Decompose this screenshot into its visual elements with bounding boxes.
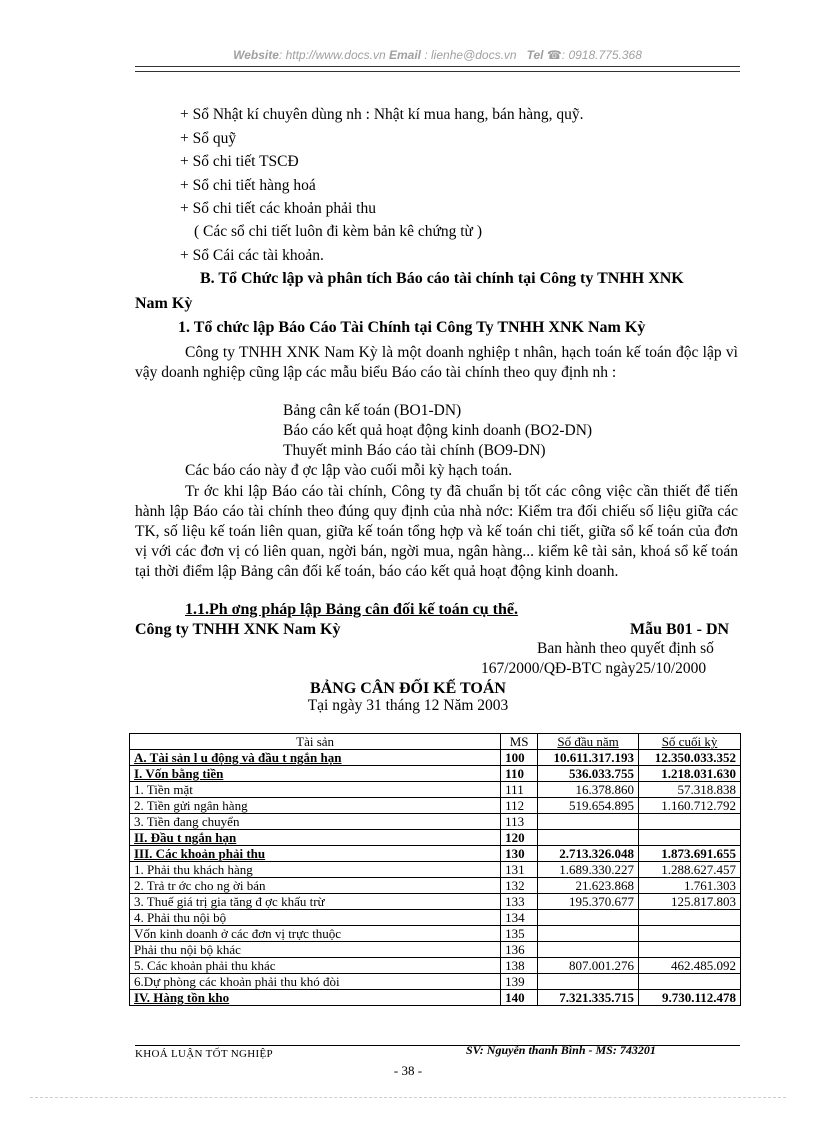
row-start-value: 10.611.317.193 <box>538 750 639 766</box>
row-name: 3. Thuế giá trị gia tăng đ ợc khấu trừ <box>130 894 501 910</box>
row-end-value: 1.218.031.630 <box>639 766 741 782</box>
row-name: A. Tài sản l u động và đầu t ngắn hạn <box>130 750 501 766</box>
row-name: 2. Tiền gửi ngân hàng <box>130 798 501 814</box>
row-ms: 113 <box>501 814 538 830</box>
row-ms: 136 <box>501 942 538 958</box>
decision-line: Ban hành theo quyết định số <box>537 640 714 657</box>
col-header-start: Số đầu năm <box>538 734 639 750</box>
table-row <box>130 894 741 910</box>
row-end-value <box>639 974 741 990</box>
email-address[interactable]: : lienhe@docs.vn <box>424 48 517 62</box>
row-end-value: 1.160.712.792 <box>639 798 741 814</box>
table-row <box>130 926 741 942</box>
row-start-value <box>538 926 639 942</box>
row-end-value: 125.817.803 <box>639 894 741 910</box>
company-name: Công ty TNHH XNK Nam Kỳ <box>135 621 341 638</box>
row-start-value <box>538 814 639 830</box>
table-row <box>130 862 741 878</box>
row-start-value: 519.654.895 <box>538 798 639 814</box>
section-b-heading-cont: Nam Kỳ <box>135 295 193 312</box>
bullet-item: + Sổ Cái các tài khoản. <box>180 247 324 264</box>
balance-sheet-table <box>129 733 741 1006</box>
row-name: Vốn kinh doanh ở các đơn vị trực thuộc <box>130 926 501 942</box>
row-end-value: 9.730.112.478 <box>639 990 741 1006</box>
bullet-item: + Sổ Nhật kí chuyên dùng nh : Nhật kí mua hang, bán hàng, quỹ. <box>180 106 584 123</box>
table-row <box>130 942 741 958</box>
email-label: Email <box>388 48 421 62</box>
table-row <box>130 750 741 766</box>
table-row <box>130 958 741 974</box>
row-name: Phải thu nội bộ khác <box>130 942 501 958</box>
paragraph-2: Các báo cáo này đ ợc lập vào cuối mỗi kỳ hạch toán. <box>185 462 513 479</box>
row-ms: 120 <box>501 830 538 846</box>
table-title: BẢNG CÂN ĐỐI KẾ TOÁN <box>310 680 506 697</box>
section-b-heading: B. Tổ Chức lập và phân tích Báo cáo tài chính tại Công ty TNHH XNK <box>200 270 684 287</box>
row-ms: 110 <box>501 766 538 782</box>
table-row <box>130 798 741 814</box>
row-ms: 100 <box>501 750 538 766</box>
footer-student: SV: Nguyễn thanh Bình - MS: 743201 <box>466 1043 656 1057</box>
row-start-value <box>538 942 639 958</box>
row-start-value: 2.713.326.048 <box>538 846 639 862</box>
row-ms: 135 <box>501 926 538 942</box>
report-item: Báo cáo kết quả hoạt động kinh doanh (BO2-DN) <box>283 422 593 439</box>
form-number: Mẫu B01 - DN <box>630 621 730 638</box>
table-row <box>130 974 741 990</box>
row-ms: 112 <box>501 798 538 814</box>
table-row <box>130 830 741 846</box>
row-end-value: 1.761.303 <box>639 878 741 894</box>
row-end-value: 12.350.033.352 <box>639 750 741 766</box>
website-url[interactable]: : http://www.docs.vn <box>278 48 386 62</box>
row-end-value <box>639 830 741 846</box>
row-ms: 139 <box>501 974 538 990</box>
page-number: - 38 - <box>393 1063 423 1078</box>
row-end-value <box>639 910 741 926</box>
row-start-value <box>538 830 639 846</box>
table-row <box>130 782 741 798</box>
section-1-heading: 1. Tổ chức lập Báo Cáo Tài Chính tại Công Ty TNHH XNK Nam Kỳ <box>178 319 646 336</box>
row-start-value: 16.378.860 <box>538 782 639 798</box>
row-end-value <box>639 814 741 830</box>
col-header-end: Số cuối kỳ <box>639 734 741 750</box>
table-date: Tại ngày 31 tháng 12 Năm 2003 <box>307 697 509 714</box>
report-item: Bảng cân kế toán (BO1-DN) <box>283 402 462 419</box>
row-name: IV. Hàng tồn kho <box>130 990 501 1006</box>
table-row <box>130 846 741 862</box>
table-row <box>130 878 741 894</box>
row-end-value: 57.318.838 <box>639 782 741 798</box>
row-ms: 134 <box>501 910 538 926</box>
row-name: 1. Tiền mặt <box>130 782 501 798</box>
row-start-value: 21.623.868 <box>538 878 639 894</box>
bullet-item: + Sổ quỹ <box>180 130 237 147</box>
row-end-value: 1.288.627.457 <box>639 862 741 878</box>
row-start-value: 807.001.276 <box>538 958 639 974</box>
row-ms: 130 <box>501 846 538 862</box>
row-name: 4. Phải thu nội bộ <box>130 910 501 926</box>
page-bottom-border <box>30 1097 786 1098</box>
tel-label: Tel <box>526 48 544 62</box>
row-start-value <box>538 910 639 926</box>
row-ms: 111 <box>501 782 538 798</box>
decision-line: 167/2000/QĐ-BTC ngày25/10/2000 <box>481 660 707 677</box>
row-name: 1. Phải thu khách hàng <box>130 862 501 878</box>
header-divider <box>135 66 740 72</box>
table-row <box>130 814 741 830</box>
row-name: II. Đầu t ngắn hạn <box>130 830 501 846</box>
bullet-item: + Sổ chi tiết TSCĐ <box>180 153 299 170</box>
footer-thesis-label: KHOÁ LUẬN TỐT NGHIỆP <box>135 1048 273 1060</box>
row-start-value <box>538 974 639 990</box>
website-label: Website <box>233 48 279 62</box>
row-name: 3. Tiền đang chuyển <box>130 814 501 830</box>
row-name: I. Vốn bằng tiền <box>130 766 501 782</box>
row-end-value <box>639 942 741 958</box>
col-header-assets: Tài sản <box>130 734 501 750</box>
bullet-item: + Sổ chi tiết các khoản phải thu <box>180 200 376 217</box>
row-ms: 133 <box>501 894 538 910</box>
page-header <box>135 48 740 62</box>
table-header-row <box>130 734 741 750</box>
row-end-value: 1.873.691.655 <box>639 846 741 862</box>
row-ms: 138 <box>501 958 538 974</box>
row-name: 6.Dự phòng các khoản phải thu khó đòi <box>130 974 501 990</box>
row-end-value: 462.485.092 <box>639 958 741 974</box>
paragraph-1: Công ty TNHH XNK Nam Kỳ là một doanh nghiệp t nhân, hạch toán kế toán độc lập vì vậy doanh nghiệp cũng lập các mẫu biểu Báo cáo tài chính theo quy định nh : <box>135 344 738 381</box>
row-ms: 140 <box>501 990 538 1006</box>
row-start-value: 1.689.330.227 <box>538 862 639 878</box>
row-end-value <box>639 926 741 942</box>
row-name: 5. Các khoản phải thu khác <box>130 958 501 974</box>
note-text: ( Các sổ chi tiết luôn đi kèm bản kê chứng từ ) <box>194 223 482 240</box>
bullet-item: + Sổ chi tiết hàng hoá <box>180 177 316 194</box>
row-name: 2. Trả tr ớc cho ng ời bán <box>130 878 501 894</box>
report-item: Thuyết minh Báo cáo tài chính (BO9-DN) <box>283 442 546 459</box>
row-name: III. Các khoản phải thu <box>130 846 501 862</box>
table-row <box>130 766 741 782</box>
tel-number: ☎: 0918.775.368 <box>546 48 642 62</box>
table-row <box>130 990 741 1006</box>
row-ms: 131 <box>501 862 538 878</box>
row-start-value: 536.033.755 <box>538 766 639 782</box>
row-start-value: 7.321.335.715 <box>538 990 639 1006</box>
paragraph-3: Tr ớc khi lập Báo cáo tài chính, Công ty đã chuẩn bị tốt các công việc cần thiết để tiến hành lập Báo cáo tài chính theo đúng quy định của nhà nớc: Kiểm tra đối chiếu số liệu giữa các TK, số liệu kế toán liên quan, giữa kế toán tổng hợp và kế toán chi tiết, giữa sổ kế toán của đơn vị với các đơn vị có liên quan, ngời bán, ngời mua, ngân hàng... kiểm kê tài sản, khoá sổ kế toán tại thời điểm lập Bảng cân đối kế toán, báo cáo kết quả hoạt động kinh doanh. <box>135 483 738 580</box>
row-start-value: 195.370.677 <box>538 894 639 910</box>
table-row <box>130 910 741 926</box>
col-header-ms: MS <box>501 734 538 750</box>
section-1-1-heading: 1.1.Ph ơng pháp lập Bảng cân đối kế toán cụ thể. <box>185 601 518 618</box>
row-ms: 132 <box>501 878 538 894</box>
